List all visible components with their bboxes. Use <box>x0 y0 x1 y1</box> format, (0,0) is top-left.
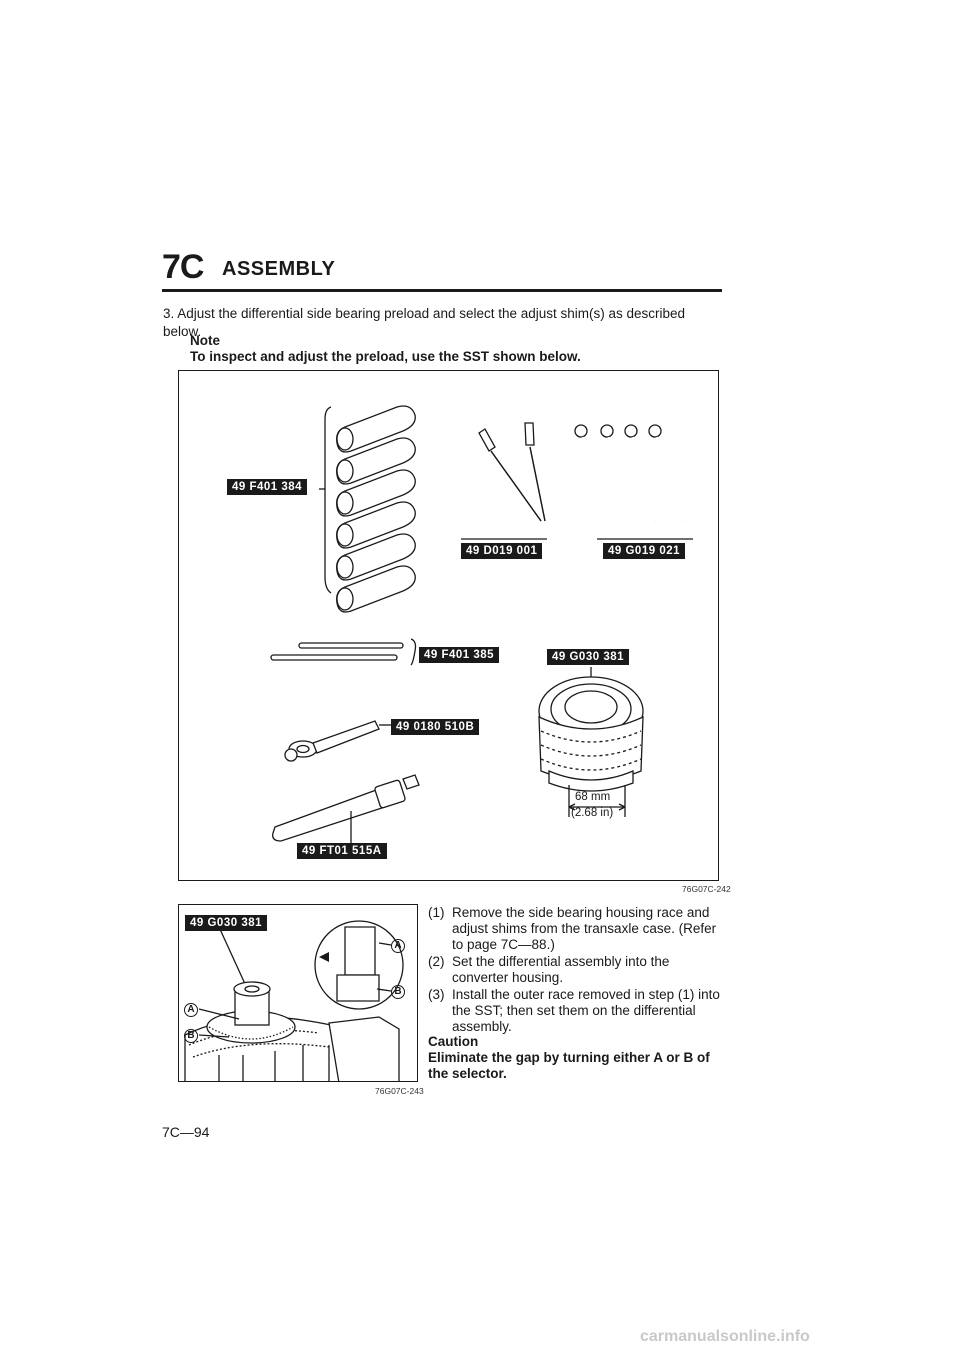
wrench <box>285 721 391 761</box>
handle-tool <box>273 775 419 849</box>
section-code: 7C <box>162 248 204 286</box>
label-a-detail: A <box>391 939 405 953</box>
installation-figure <box>178 904 418 1082</box>
list-item-number: (3) <box>428 987 445 1002</box>
installation-illustration <box>179 905 418 1082</box>
section-title: ASSEMBLY <box>222 258 336 280</box>
list-item-number: (2) <box>428 954 445 969</box>
list-item-number: (1) <box>428 905 445 920</box>
tag-49-f401-384: 49 F401 384 <box>227 479 307 495</box>
label-b-detail: B <box>391 985 405 999</box>
list-item <box>428 987 728 1035</box>
list-item-text: Remove the side bearing housing race and adjust shims from the transaxle case. (Refer to page 7C—88.) <box>452 905 717 952</box>
figure-code-main: 76G07C-242 <box>682 884 731 894</box>
note-body: To inspect and adjust the preload, use the SST shown below. <box>190 349 581 364</box>
tag-49-g030-381: 49 G030 381 <box>547 649 629 665</box>
list-item-text: Install the outer race removed in step (1) into the SST; then set them on the differential assembly. <box>452 987 720 1034</box>
tag-49-g030-381-small: 49 G030 381 <box>185 915 267 931</box>
long-bolts-pair <box>461 423 547 539</box>
label-a-left: A <box>184 1003 198 1017</box>
label-b-left: B <box>184 1029 198 1043</box>
step-3-text: 3. Adjust the differential side bearing preload and select the adjust shim(s) as described below. <box>163 306 686 339</box>
tag-49-g019-021: 49 G019 021 <box>603 543 685 559</box>
list-item <box>428 954 728 986</box>
header-rule <box>162 289 722 292</box>
tag-49-0180-510b: 49 0180 510B <box>391 719 479 735</box>
figure-code-small: 76G07C-243 <box>375 1086 424 1096</box>
watermark: carmanualsonline.info <box>640 1328 810 1345</box>
procedure-list <box>428 905 728 1036</box>
caution-heading: Caution <box>428 1034 479 1049</box>
tag-49-d019-001: 49 D019 001 <box>461 543 542 559</box>
rods <box>271 639 416 665</box>
note-heading: Note <box>190 333 220 348</box>
list-item-text: Set the differential assembly into the converter housing. <box>452 954 670 985</box>
tag-49-ft01-515a: 49 FT01 515A <box>297 843 387 859</box>
long-bolts-set <box>575 425 693 539</box>
sst-illustration <box>179 371 720 882</box>
tag-49-f401-385: 49 F401 385 <box>419 647 499 663</box>
list-item <box>428 905 728 953</box>
dimension-in: (2.68 in) <box>571 807 614 819</box>
dimension-mm: 68 mm <box>575 791 611 803</box>
sst-figure <box>178 370 719 881</box>
page-number: 7C—94 <box>162 1124 210 1140</box>
spacer-tubes <box>337 406 416 612</box>
caution-body: Eliminate the gap by turning either A or B of the selector. <box>428 1050 710 1081</box>
